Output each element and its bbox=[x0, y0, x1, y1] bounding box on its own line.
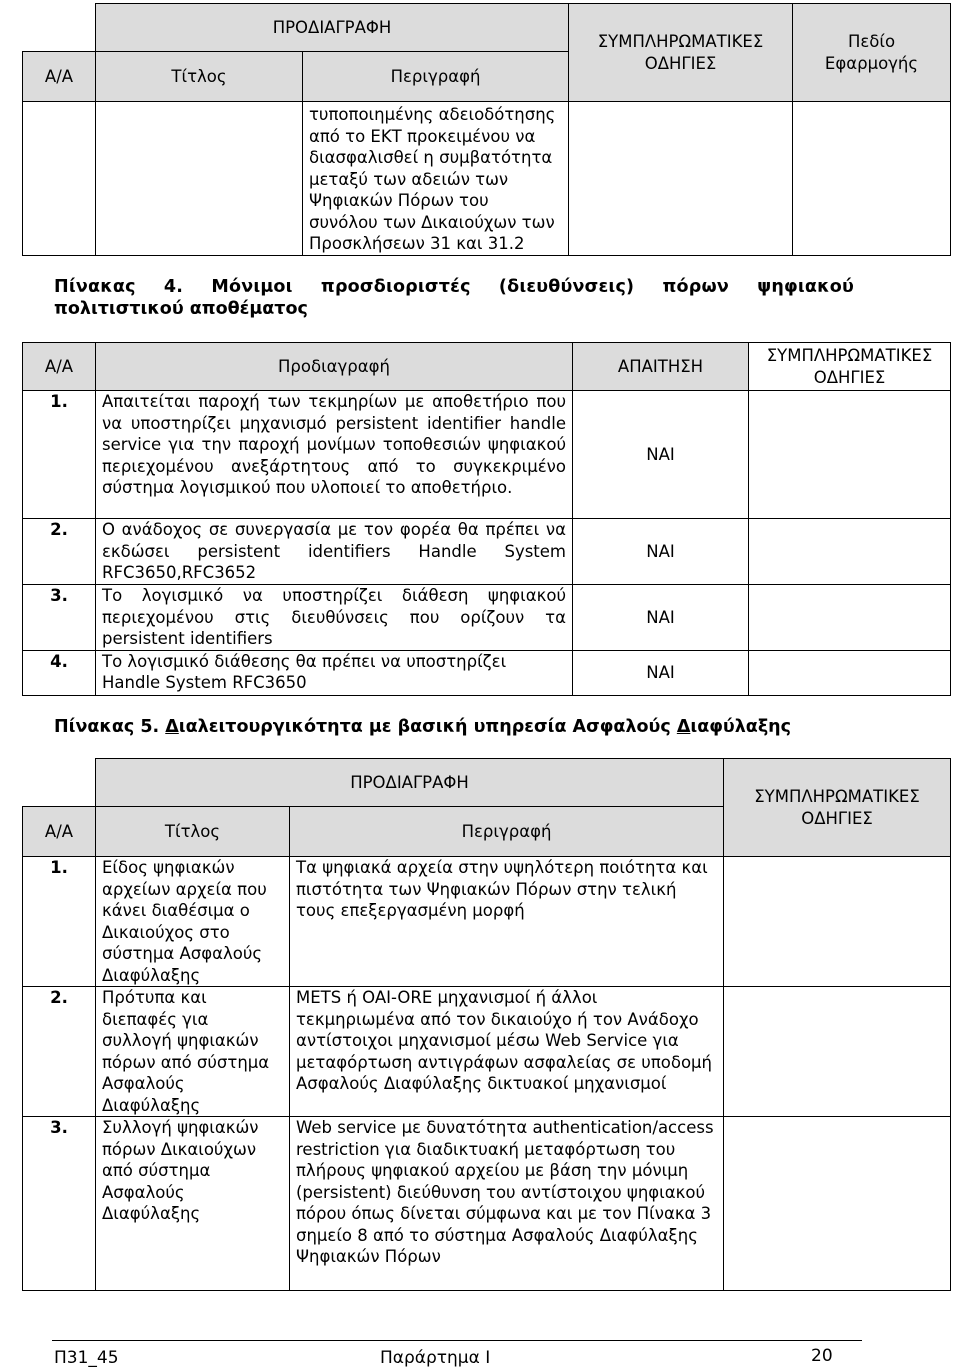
row-title: Είδος ψηφιακών αρχείων αρχεία που κάνει διαθέσιμα ο Δικαιούχος στο σύστημα Ασφαλούς Διαφύλαξης bbox=[96, 857, 290, 987]
row-notes bbox=[749, 391, 951, 519]
row-notes bbox=[749, 519, 951, 585]
desc-header: Περιγραφή bbox=[303, 52, 569, 102]
row-spec-text: Απαιτείται παροχή των τεκμηρίων με αποθετήριο που να υποστηρίζει μηχανισμό persistent identifier handle service για την παροχή μονίμων τοποθεσιών ψηφιακού περιεχομένου ανεξάρτητους από το συγκεκριμένο σύστημα λογισμικού που υλοποιεί το αποθετήριο. bbox=[96, 391, 573, 519]
row-notes bbox=[724, 987, 951, 1117]
persistent-id-table bbox=[22, 342, 951, 696]
caption5-underlined-letter: Δ bbox=[165, 717, 179, 737]
requirement-header: ΑΠΑΙΤΗΣΗ bbox=[573, 343, 749, 391]
row-notes bbox=[724, 1117, 951, 1291]
row-number: 2. bbox=[23, 519, 96, 585]
title-cell bbox=[96, 102, 303, 256]
title-header: Τίτλος bbox=[96, 52, 303, 102]
footer-annex: Παράρτημα Ι bbox=[380, 1348, 491, 1368]
aa-header: Α/Α bbox=[23, 807, 96, 857]
table5-caption bbox=[54, 716, 904, 738]
row-number: 1. bbox=[23, 391, 96, 519]
caption5-underlined-letter: Δ bbox=[676, 717, 691, 737]
desc-cell: τυποποιημένης αδειοδότησης από το ΕΚΤ προκειμένου να διασφαλισθεί η συμβατότητα μεταξύ των αδειών των Ψηφιακών Πόρων του συνόλου των Δικαιούχων των Προσκλήσεων 31 και 31.2 bbox=[303, 102, 569, 256]
page-number: 20 bbox=[811, 1346, 833, 1366]
row-notes bbox=[749, 650, 951, 695]
table4-caption-line1: Πίνακας 4. Μόνιμοι προσδιοριστές (διευθύνσεις) πόρων ψηφιακού bbox=[54, 277, 854, 297]
row-number: 3. bbox=[23, 585, 96, 651]
row-number: 2. bbox=[23, 987, 96, 1117]
caption5-middle: ιαλειτουργικότητα με βασική υπηρεσία Ασφαλούς bbox=[178, 717, 677, 737]
field-header: Πεδίο Εφαρμογής bbox=[793, 4, 951, 102]
table4-caption bbox=[54, 276, 854, 320]
row-notes bbox=[724, 857, 951, 987]
desc-header: Περιγραφή bbox=[290, 807, 724, 857]
row-requirement: ΝΑΙ bbox=[573, 391, 749, 519]
table4-caption-line2: πολιτιστικού αποθέματος bbox=[54, 299, 308, 319]
aa-cell bbox=[23, 102, 96, 256]
row-spec-text: Το λογισμικό διάθεσης θα πρέπει να υποστηρίζει Handle System RFC3650 bbox=[96, 650, 573, 695]
spec-header: ΠΡΟΔΙΑΓΡΑΦΗ bbox=[96, 759, 724, 807]
aa-header: Α/Α bbox=[23, 52, 96, 102]
row-title: Πρότυπα και διεπαφές για συλλογή ψηφιακών πόρων από σύστημα Ασφαλούς Διαφύλαξης bbox=[96, 987, 290, 1117]
aa-header: Α/Α bbox=[23, 343, 96, 391]
row-requirement: ΝΑΙ bbox=[573, 519, 749, 585]
notes-header: ΣΥΜΠΛΗΡΩΜΑΤΙΚΕΣ ΟΔΗΓΙΕΣ bbox=[569, 4, 793, 102]
row-description: Web service με δυνατότητα authentication/access restriction για διαδικτυακή μεταφόρτωση του πλήρους ψηφιακού αρχείου με βάση την μόνιμη (persistent) διεύθυνση του αντίστοιχου ψηφιακού πόρου όπως δίνεται σύμφωνα και με τον Πίνακα 3 σημείο 8 από το σύστημα Ασφαλούς Διαφύλαξης Ψηφιακών Πόρων bbox=[290, 1117, 724, 1291]
footer-rule bbox=[52, 1340, 862, 1341]
row-spec-text: Ο ανάδοχος σε συνεργασία με τον φορέα θα πρέπει να εκδώσει persistent identifiers Handle System RFC3650,RFC3652 bbox=[96, 519, 573, 585]
row-number: 4. bbox=[23, 650, 96, 695]
row-requirement: ΝΑΙ bbox=[573, 585, 749, 651]
notes-cell bbox=[569, 102, 793, 256]
row-spec-text: Το λογισμικό να υποστηρίζει διάθεση ψηφιακού περιεχομένου στις διευθύνσεις που ορίζουν τα persistent identifiers bbox=[96, 585, 573, 651]
spec-header: ΠΡΟΔΙΑΓΡΑΦΗ bbox=[96, 4, 569, 52]
notes-header: ΣΥΜΠΛΗΡΩΜΑΤΙΚΕΣ ΟΔΗΓΙΕΣ bbox=[749, 343, 951, 391]
footer-code: Π31_45 bbox=[54, 1348, 119, 1368]
safe-preservation-table bbox=[22, 758, 951, 1291]
row-title: Συλλογή ψηφιακών πόρων Δικαιούχων από σύστημα Ασφαλούς Διαφύλαξης bbox=[96, 1117, 290, 1291]
notes-header: ΣΥΜΠΛΗΡΩΜΑΤΙΚΕΣ ΟΔΗΓΙΕΣ bbox=[724, 759, 951, 857]
caption5-suffix: ιαφύλαξης bbox=[690, 717, 791, 737]
title-header: Τίτλος bbox=[96, 807, 290, 857]
caption5-prefix: Πίνακας 5. bbox=[54, 717, 166, 737]
row-number: 1. bbox=[23, 857, 96, 987]
row-number: 3. bbox=[23, 1117, 96, 1291]
blank-corner bbox=[23, 4, 96, 52]
field-cell bbox=[793, 102, 951, 256]
spec-header: Προδιαγραφή bbox=[96, 343, 573, 391]
row-requirement: ΝΑΙ bbox=[573, 650, 749, 695]
spec-table-continued bbox=[22, 3, 951, 256]
blank-corner bbox=[23, 759, 96, 807]
row-description: Τα ψηφιακά αρχεία στην υψηλότερη ποιότητα και πιστότητα των Ψηφιακών Πόρων στην τελική τους επεξεργασμένη μορφή bbox=[290, 857, 724, 987]
row-description: METS ή OAI-ORE μηχανισμοί ή άλλοι τεκμηριωμένα από τον δικαιούχο ή τον Ανάδοχο αντίστοιχοι μηχανισμοί μέσω Web Service για μεταφόρτωση αντιγράφων ασφαλείας σε υποδομή Ασφαλούς Διαφύλαξης δικτυακοί μηχανισμοί bbox=[290, 987, 724, 1117]
row-notes bbox=[749, 585, 951, 651]
